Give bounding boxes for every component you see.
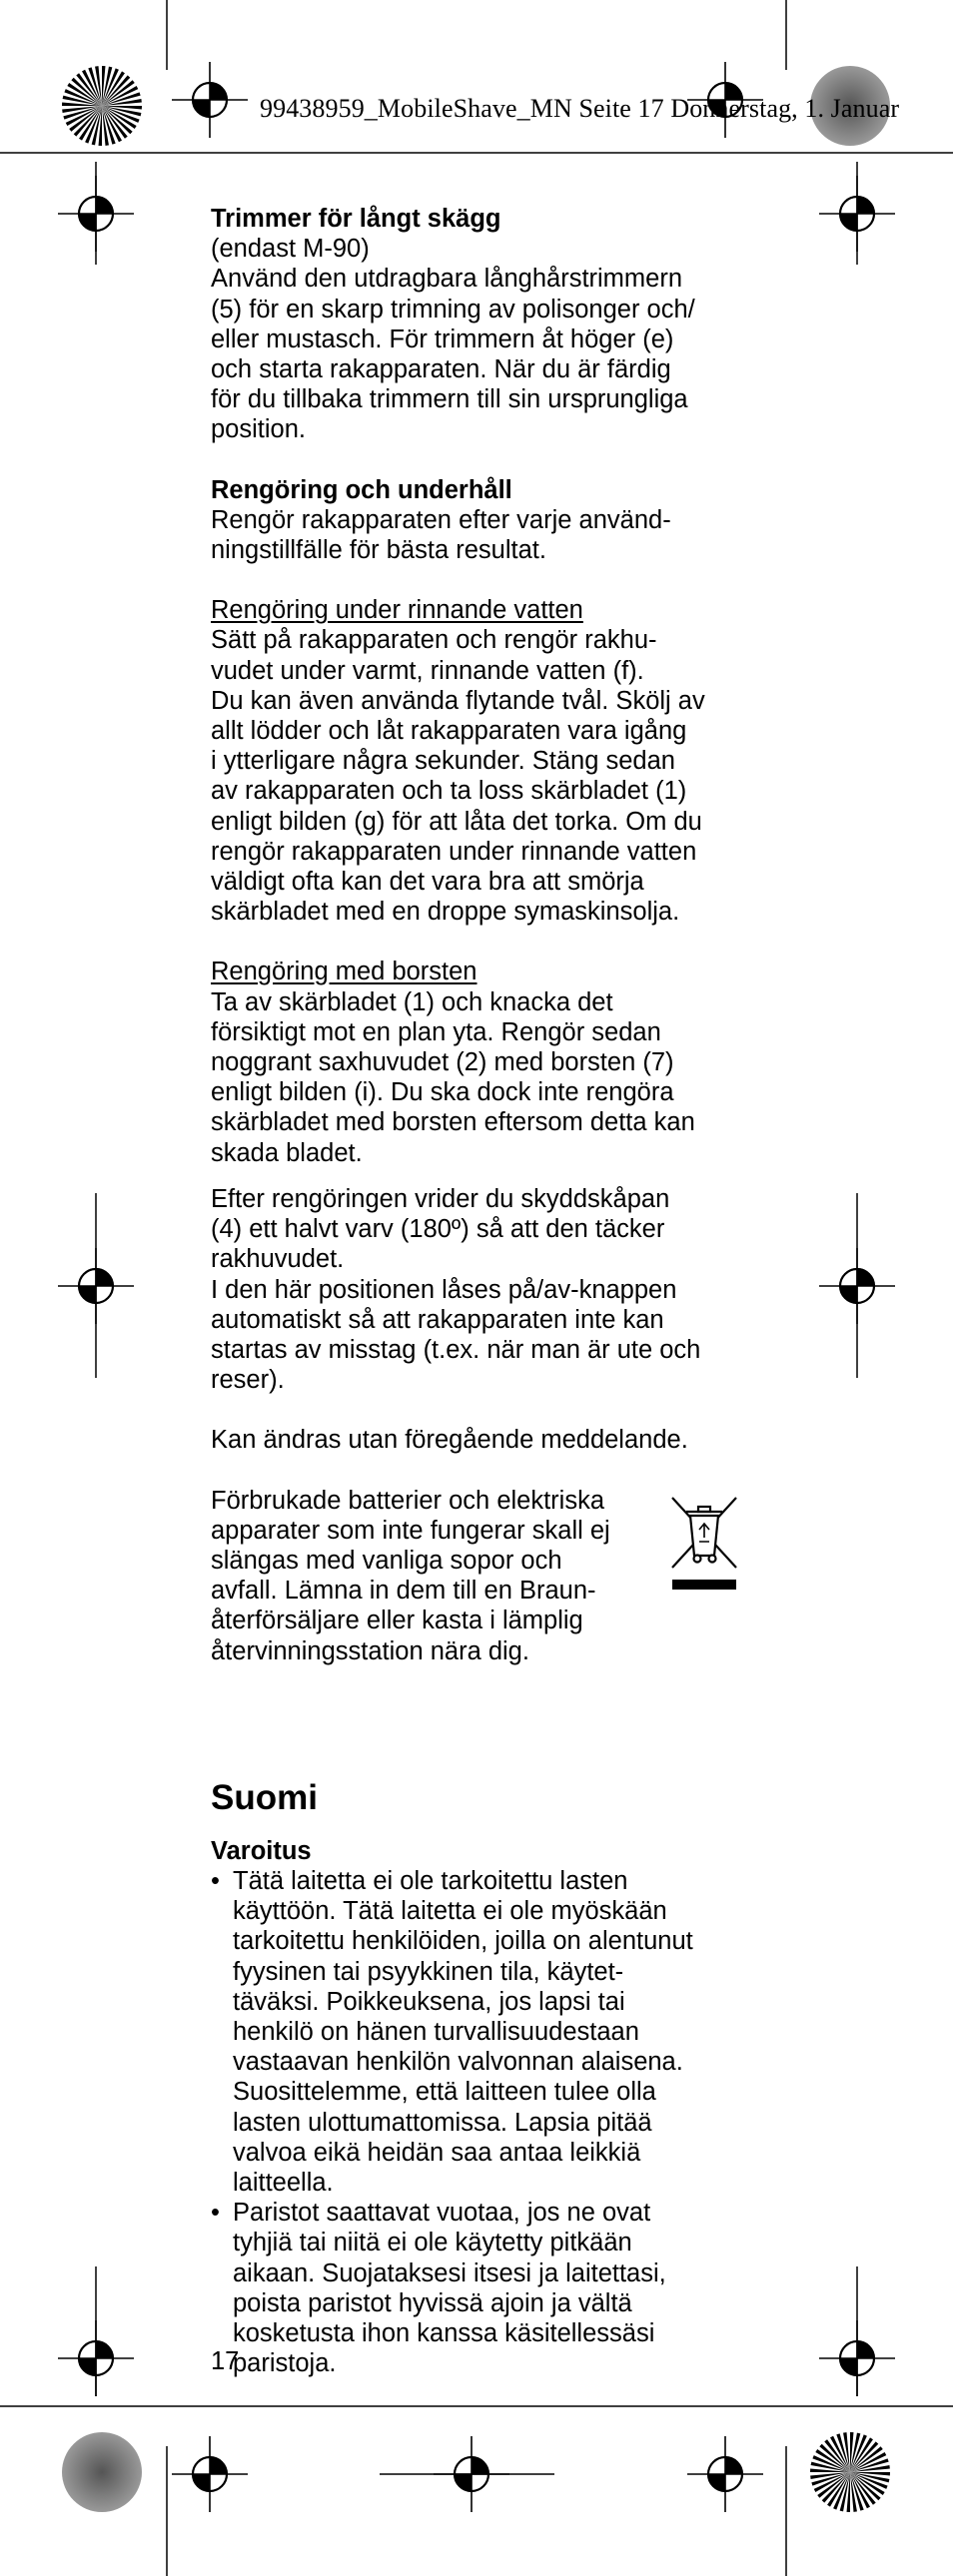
text-line: i ytterligare några sekunder. Stäng sedan: [211, 747, 675, 776]
text-line: käyttöön. Tätä laitetta ei ole myöskään: [233, 1897, 667, 1926]
water-cleaning-body: [211, 625, 750, 927]
text-line: av rakapparaten och ta loss skärbladet (1): [211, 777, 687, 806]
text-line: enligt bilden (i). Du ska dock inte rengöra: [211, 1078, 674, 1107]
bullet-icon: •: [211, 2199, 220, 2228]
text-line: tarkoitettu henkilöiden, joilla on alentunut: [233, 1927, 693, 1956]
text-line: Förbrukade batterier och elektriska: [211, 1486, 605, 1515]
text-line: (4) ett halvt varv (180º) så att den täcker: [211, 1215, 665, 1244]
brush-cleaning-heading: Rengöring med borsten: [211, 958, 477, 986]
text-line: poista paristot hyvissä ajoin ja vältä: [233, 2288, 632, 2317]
section-title-suomi: Suomi: [211, 1777, 318, 1817]
text-line: kosketusta ihon kanssa käsitellessäsi: [233, 2318, 655, 2347]
text-line: apparater som inte fungerar skall ej: [211, 1516, 610, 1545]
text-line: laitteella.: [233, 2168, 334, 2197]
text-line: tyhjiä tai niitä ei ole käytetty pitkään: [233, 2229, 632, 2257]
text-line: fyysinen tai psyykkinen tila, käytet-: [233, 1957, 624, 1986]
cleaning-body: [211, 505, 750, 565]
text-line: eller mustasch. För trimmern åt höger (e): [211, 324, 674, 353]
text-line: rakhuvudet.: [211, 1245, 345, 1274]
text-line: lasten ulottumattomissa. Lapsia pitää: [233, 2108, 652, 2137]
text-line: Tätä laitetta ei ole tarkoitettu lasten: [233, 1866, 628, 1895]
text-line: återvinningsstation nära dig.: [211, 1636, 529, 1665]
text-line: skärbladet med borsten eftersom detta kan: [211, 1108, 695, 1137]
bullet-text: [233, 1866, 750, 2198]
page-content: [211, 204, 750, 2378]
text-line: enligt bilden (g) för att låta det torka. Om du: [211, 807, 702, 836]
water-cleaning-heading: Rengöring under rinnande vatten: [211, 596, 583, 625]
bullet-text: [233, 2198, 750, 2378]
text-line: ningstillfälle för bästa resultat.: [211, 536, 546, 565]
text-line: täväksi. Poikkeuksena, jos lapsi tai: [233, 1987, 625, 2016]
text-line: Använd den utdragbara långhårstrimmern: [211, 265, 683, 294]
text-line: henkilö on hänen turvallisuudestaan: [233, 2017, 639, 2046]
text-line: och starta rakapparaten. När du är färdig: [211, 355, 671, 384]
text-line: position.: [211, 415, 306, 444]
text-line: automatiskt så att rakapparaten inte kan: [211, 1305, 664, 1334]
text-line: allt lödder och låt rakapparaten vara igång: [211, 717, 687, 746]
crossed-out-wheelie-bin-icon: [668, 1494, 740, 1594]
text-line: Suosittelemme, että laitteen tulee olla: [233, 2078, 656, 2107]
text-line: för du tillbaka trimmern till sin ursprungliga: [211, 385, 688, 414]
warning-heading: Varoitus: [211, 1836, 312, 1865]
text-line: slängas med vanliga sopor och: [211, 1546, 562, 1575]
list-item: [211, 2198, 750, 2378]
text-line: (5) för en skarp trimning av polisonger och/: [211, 295, 695, 323]
bullet-icon: •: [211, 1866, 220, 1895]
disposal-body: [211, 1486, 665, 1666]
text-line: vastaavan henkilön valvonnan alaisena.: [233, 2048, 683, 2077]
text-line: avfall. Lämna in dem till en Braun-: [211, 1577, 596, 1606]
text-line: väldigt ofta kan det vara bra att smörja: [211, 868, 644, 897]
text-line: rengör rakapparaten under rinnande vatten: [211, 837, 697, 866]
slug-line: 99438959_MobileShave_MN Seite 17 Donnerstag, 1. Januar: [260, 94, 900, 123]
brush-cleaning-body: [211, 987, 750, 1168]
text-line: Du kan även använda flytande tvål. Skölj av: [211, 686, 705, 715]
text-line: Efter rengöringen vrider du skyddskåpan: [211, 1184, 670, 1213]
disposal-block: [211, 1486, 750, 1666]
text-line: I den här positionen låses på/av-knappen: [211, 1275, 677, 1304]
page-number: 17: [211, 2347, 240, 2375]
list-item: [211, 1866, 750, 2198]
change-notice: Kan ändras utan föregående meddelande.: [211, 1426, 688, 1455]
text-line: paristoja.: [233, 2349, 337, 2378]
trimmer-heading: Trimmer för långt skägg: [211, 205, 501, 233]
text-line: Rengör rakapparaten efter varje använd-: [211, 505, 671, 534]
text-line: Paristot saattavat vuotaa, jos ne ovat: [233, 2199, 651, 2228]
text-line: Sätt på rakapparaten och rengör rakhu-: [211, 626, 657, 655]
text-line: noggrant saxhuvudet (2) med borsten (7): [211, 1048, 674, 1077]
text-line: aikaan. Suojataksesi itsesi ja laitettasi,: [233, 2258, 666, 2287]
text-line: vudet under varmt, rinnande vatten (f).: [211, 656, 644, 685]
after-cleaning-body: [211, 1184, 750, 1395]
text-line: försiktigt mot en plan yta. Rengör sedan: [211, 1017, 661, 1046]
text-line: valvoa eikä heidän saa antaa leikkiä: [233, 2138, 641, 2167]
text-line: skada bladet.: [211, 1138, 363, 1167]
text-line: återförsäljare eller kasta i lämplig: [211, 1607, 583, 1635]
text-line: reser).: [211, 1366, 285, 1395]
trimmer-body: [211, 264, 750, 444]
text-line: Ta av skärbladet (1) och knacka det: [211, 987, 613, 1016]
cleaning-heading: Rengöring och underhåll: [211, 475, 512, 504]
text-line: startas av misstag (t.ex. när man är ute och: [211, 1335, 701, 1364]
text-line: skärbladet med en droppe symaskinsolja.: [211, 898, 680, 927]
trimmer-subheading: (endast M-90): [211, 235, 370, 264]
